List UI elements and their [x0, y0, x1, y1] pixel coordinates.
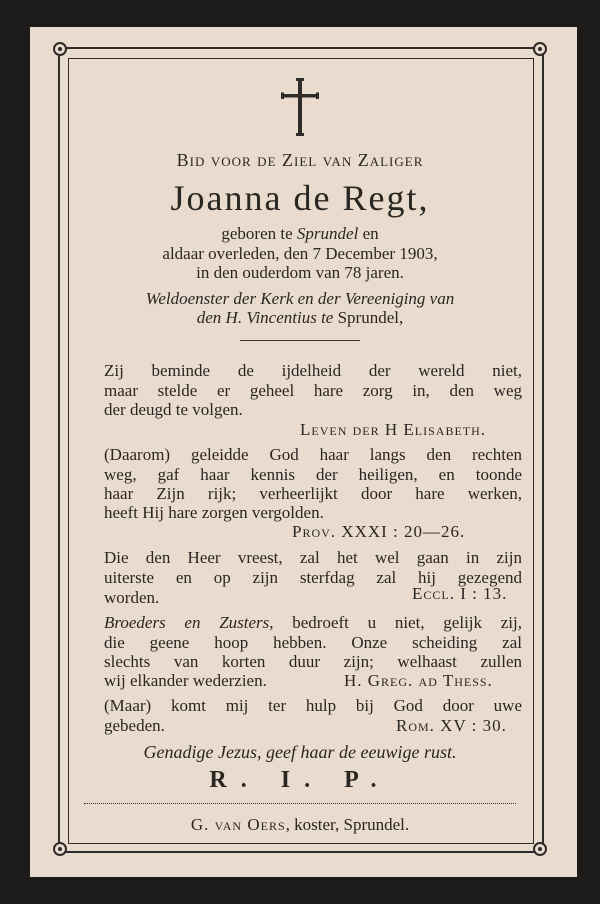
corner-ornament-bottom-right — [533, 842, 547, 856]
quote-line: wij elkander wederzien. — [104, 671, 267, 690]
benefactor-text: den H. Vincentius te — [196, 308, 338, 327]
quote-line: gebeden. — [104, 716, 165, 735]
corner-ornament-top-left — [53, 42, 67, 56]
birth-text-end: en — [358, 224, 379, 243]
quote-source: Prov. XXXI : 20—26. — [292, 522, 466, 541]
quote-line: haar Zijn rijk; verheerlijkt door hare werken, — [104, 484, 522, 503]
quote-line: Die den Heer vreest, zal het wel gaan in zijn — [104, 548, 522, 567]
quote-emphasis: Broeders en Zusters — [104, 613, 270, 632]
birth-text: geboren te — [221, 224, 297, 243]
birth-line — [70, 224, 530, 244]
corner-ornament-bottom-left — [53, 842, 67, 856]
invocation-heading: Bid voor de Ziel van Zaliger — [176, 150, 424, 170]
quote-source: Eccl. I : 13. — [412, 584, 508, 603]
quote-line: heeft Hij hare zorgen vergolden. — [104, 503, 324, 522]
printer-credit — [70, 815, 530, 835]
quote-source: Leven der H Elisabeth. — [300, 420, 487, 439]
quote-line: uiterste en op zijn sterfdag zal hij gezegend — [104, 568, 522, 587]
death-line: aldaar overleden, den 7 December 1903, — [162, 244, 438, 263]
benefactor-line: Weldoenster der Kerk en der Vereeniging van — [145, 289, 455, 308]
corner-ornament-top-right — [533, 42, 547, 56]
quote-line: slechts van korten duur zijn; welhaast zullen — [104, 652, 522, 671]
quote-line: worden. — [104, 588, 160, 607]
quote-line: (Daarom) geleidde God haar langs den rechten — [104, 445, 522, 464]
quote-line: der deugd te volgen. — [104, 400, 243, 419]
dotted-divider — [84, 803, 516, 804]
quote-line: Zij beminde de ijdelheid der wereld niet, — [104, 361, 522, 380]
benefactor-line-2 — [70, 308, 530, 328]
rip-text: R. I. P. — [209, 767, 391, 793]
benefactor-place: Sprundel, — [337, 308, 404, 327]
quote-source: H. Greg. ad Thess. — [344, 671, 493, 690]
printer-detail: , koster, Sprundel. — [285, 815, 410, 834]
quote-line: (Maar) komt mij ter hulp bij God door uwe — [104, 696, 522, 715]
quote-line — [104, 613, 522, 633]
quote-line: maar stelde er geheel hare zorg in, den weg — [104, 381, 522, 400]
deceased-name: Joanna de Regt, — [170, 178, 430, 218]
birth-place: Sprundel — [296, 224, 359, 243]
printer-name: G. van Oers — [190, 815, 286, 834]
quote-source: Rom. XV : 30. — [396, 716, 507, 735]
cross-icon — [281, 78, 319, 136]
divider — [240, 340, 360, 341]
quote-line: weg, gaf haar kennis der heiligen, en toonde — [104, 465, 522, 484]
closing-prayer: Genadige Jezus, geef haar de eeuwige rust. — [143, 742, 457, 762]
quote-text: , bedroeft u niet, gelijk zij, — [269, 613, 522, 632]
age-line: in den ouderdom van 78 jaren. — [196, 263, 404, 282]
quote-line: die geene hoop hebben. Onze scheiding zal — [104, 633, 522, 652]
